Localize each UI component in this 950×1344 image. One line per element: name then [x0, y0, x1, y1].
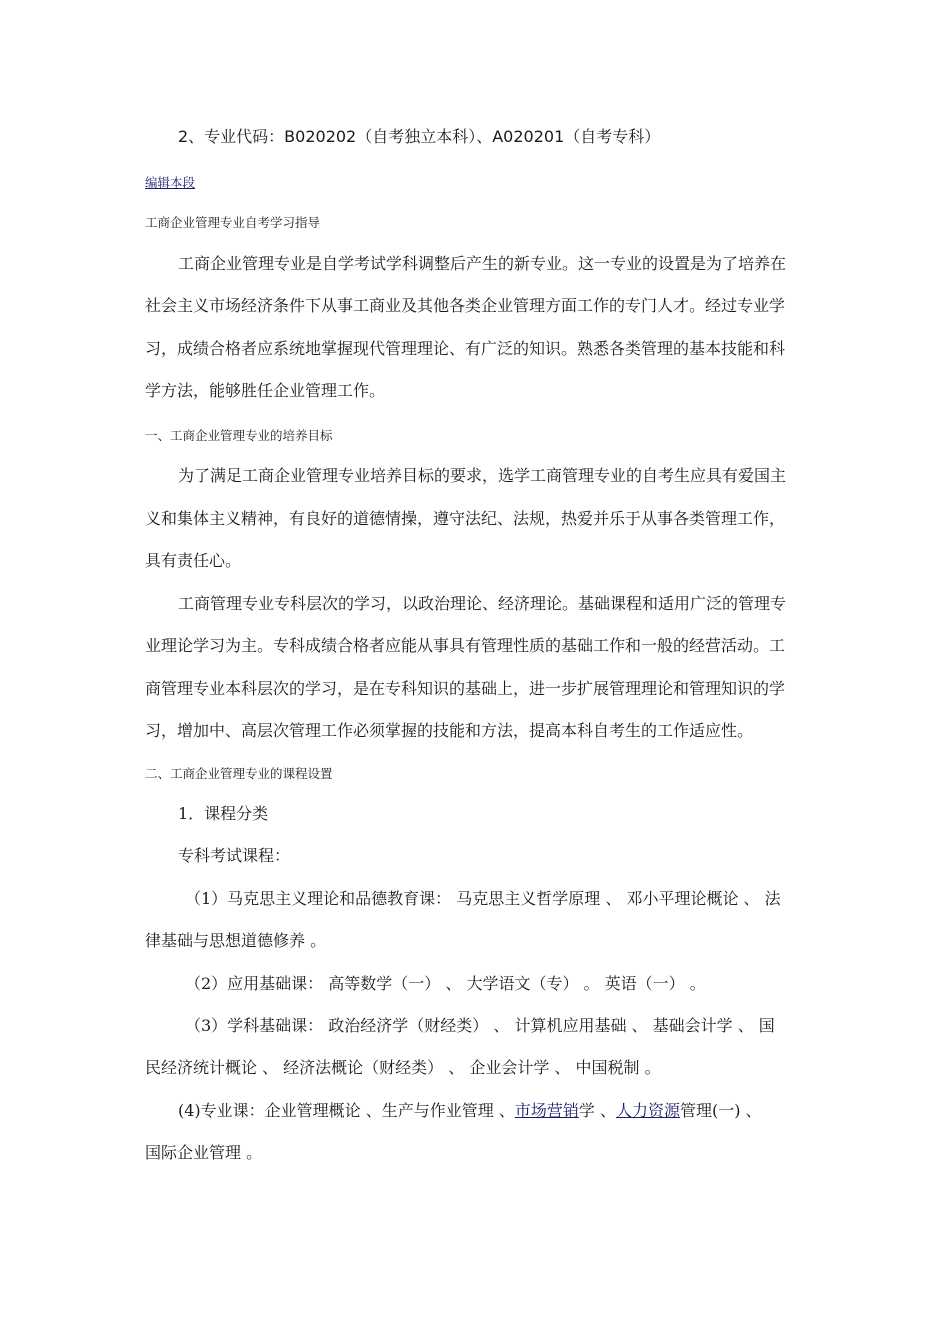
course-item-4-mid: 学 、: [578, 1101, 616, 1120]
goal-para2-line-4: 习，增加中、高层次管理工作必须掌握的技能和方法，提高本科自考生的工作适应性。: [145, 721, 754, 740]
course-item-4-suffix: 管理(一) 、: [679, 1101, 762, 1120]
section-title-courses: 二、工商企业管理专业的课程设置: [145, 766, 333, 781]
course-item-1-line-2: 律基础与思想道德修养 。: [145, 931, 327, 950]
edit-section-link[interactable]: 编辑本段: [145, 175, 196, 190]
course-classification: 1．课程分类: [178, 804, 269, 823]
intro-line-3: 习，成绩合格者应系统地掌握现代管理理论、有广泛的知识。熟悉各类管理的基本技能和科: [145, 339, 786, 358]
course-item-1-line-1: （1）马克思主义理论和品德教育课： 马克思主义哲学原理 、 邓小平理论概论 、 法: [185, 889, 781, 908]
section-title-goals: 一、工商企业管理专业的培养目标: [145, 428, 333, 443]
course-item-4-prefix: (4)专业课：企业管理概论 、生产与作业管理 、: [178, 1101, 515, 1120]
course-item-3-line-1: （3）学科基础课： 政治经济学（财经类） 、 计算机应用基础 、 基础会计学 、 国: [185, 1016, 775, 1035]
course-item-2: （2）应用基础课： 高等数学（一） 、 大学语文（专） 。 英语（一） 。: [185, 974, 706, 993]
goal-para1-line-2: 义和集体主义精神，有良好的道德情操，遵守法纪、法规，热爱并乐于从事各类管理工作，: [145, 509, 786, 528]
goal-para1-line-1: 为了满足工商企业管理专业培养目标的要求，选学工商管理专业的自考生应具有爱国主: [178, 466, 787, 485]
edit-section-link-row: [145, 172, 810, 193]
marketing-link[interactable]: 市场营销: [514, 1101, 579, 1120]
exam-courses-label: 专科考试课程：: [178, 846, 291, 865]
goal-para2-line-1: 工商管理专业专科层次的学习，以政治理论、经济理论。基础课程和适用广泛的管理专: [178, 594, 787, 613]
goal-para2-line-2: 业理论学习为主。专科成绩合格者应能从事具有管理性质的基础工作和一般的经营活动。工: [145, 636, 786, 655]
goal-para2-line-3: 商管理专业本科层次的学习，是在专科知识的基础上，进一步扩展管理理论和管理知识的学: [145, 679, 786, 698]
major-code-line: 2、专业代码：B020202（自考独立本科）、A020201（自考专科）: [178, 127, 661, 146]
human-resources-link[interactable]: 人力资源: [615, 1101, 680, 1120]
course-item-4-line-2: 国际企业管理 。: [145, 1143, 263, 1162]
intro-line-4: 学方法，能够胜任企业管理工作。: [145, 381, 386, 400]
guide-title: 工商企业管理专业自考学习指导: [145, 215, 321, 230]
intro-line-2: 社会主义市场经济条件下从事工商业及其他各类企业管理方面工作的专门人才。经过专业学: [145, 296, 786, 315]
intro-line-1: 工商企业管理专业是自学考试学科调整后产生的新专业。这一专业的设置是为了培养在: [178, 254, 787, 273]
course-item-4-line-1: [178, 1101, 810, 1121]
goal-para1-line-3: 具有责任心。: [145, 551, 242, 570]
course-item-3-line-2: 民经济统计概论 、 经济法概论（财经类） 、 企业会计学 、 中国税制 。: [145, 1058, 661, 1077]
